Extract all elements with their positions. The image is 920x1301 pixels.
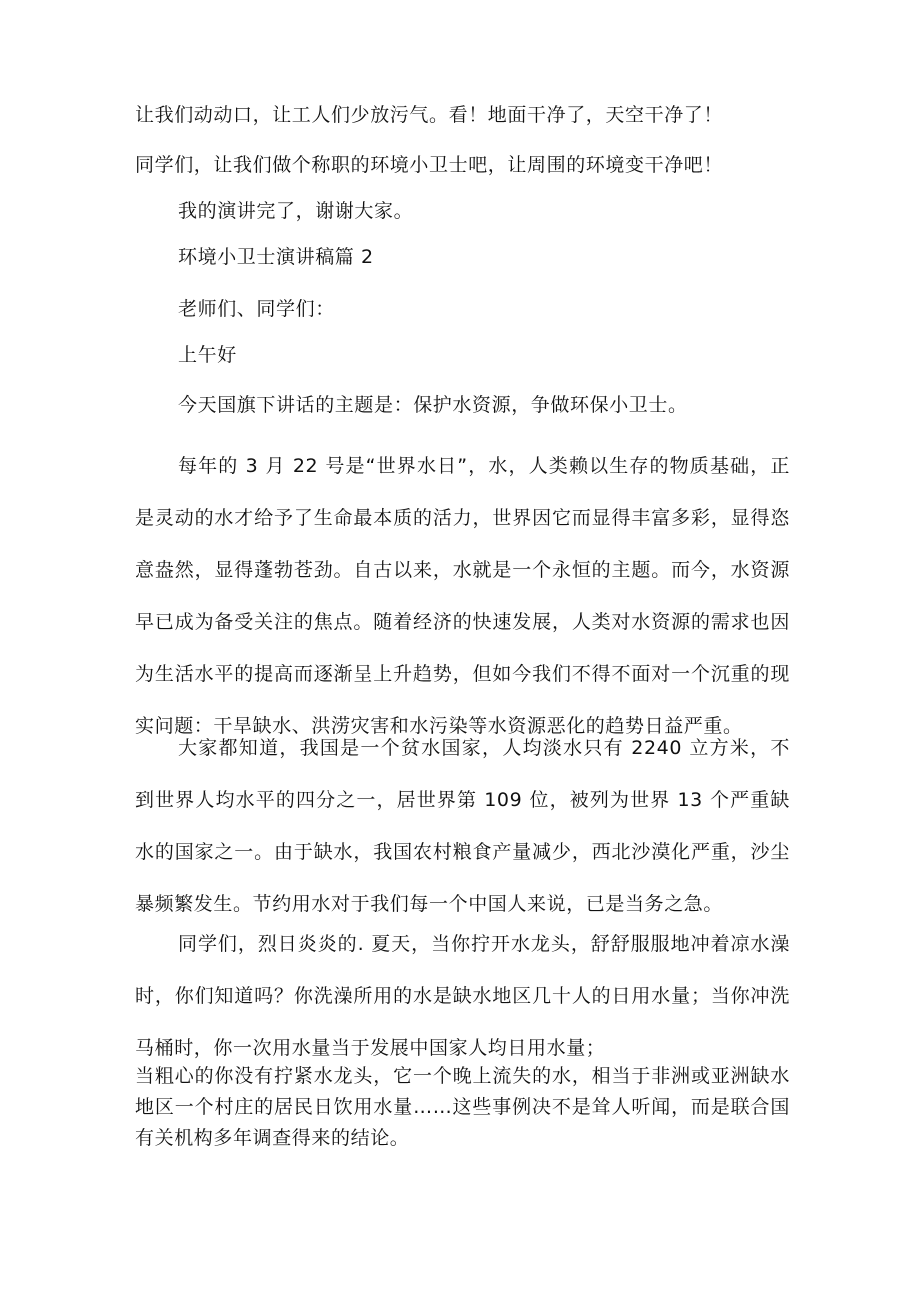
text-line: 同学们，让我们做个称职的环境小卫士吧，让周围的环境变干净吧！ bbox=[135, 154, 724, 176]
salutation: 老师们、同学们： bbox=[178, 298, 335, 320]
paragraph-world-water-day: 每年的 3 月 22 号是“世界水日”，水，人类赖以生存的物质基础，正是灵动的水才给予了生命最本质的活力，世界因它而显得丰富多彩，显得恣意盎然，显得蓬勃苍劲。自古以来，水就是一个永恒的主题。而今，水资源早已成为备受关注的焦点。随着经济的快速发展，人类对水资源的需求也因为生活水平的提高而逐渐呈上升趋势，但如今我们不得不面对一个沉重的现实问题：干旱缺水、洪涝灾害和水污染等水资源恶化的趋势日益严重。 bbox=[135, 455, 790, 737]
paragraph-faucet-waste: 当粗心的你没有拧紧水龙头，它一个晚上流失的水，相当于非洲或亚洲缺水地区一个村庄的居民日饮用水量……这些事例决不是耸人听闻，而是联合国有关机构多年调查得来的结论。 bbox=[135, 1065, 790, 1149]
text-line: 我的演讲完了，谢谢大家。 bbox=[178, 200, 414, 222]
paragraph-water-shortage: 大家都知道，我国是一个贫水国家，人均淡水只有 2240 立方米，不到世界人均水平的四分之一，居世界第 109 位，被列为世界 13 个严重缺水的国家之一。由于缺水，我国农村粮食产量减少，西北沙漠化严重，沙尘暴频繁发生。节约用水对于我们每一个中国人来说，已是当务之急。 bbox=[135, 737, 790, 915]
greeting: 上午好 bbox=[178, 344, 237, 366]
text-line: 让我们动动口，让工人们少放污气。看！地面干净了，天空干净了！ bbox=[135, 104, 724, 126]
paragraph-summer-water-use: 同学们，烈日炎炎的. 夏天，当你拧开水龙头，舒舒服服地冲着凉水澡时，你们知道吗？你洗澡所用的水是缺水地区几十人的日用水量；当你冲洗马桶时，你一次用水量当于发展中国家人均日用水量； bbox=[135, 933, 790, 1059]
section-title: 环境小卫士演讲稿篇 2 bbox=[178, 246, 374, 268]
topic-line: 今天国旗下讲话的主题是：保护水资源，争做环保小卫士。 bbox=[178, 394, 688, 416]
